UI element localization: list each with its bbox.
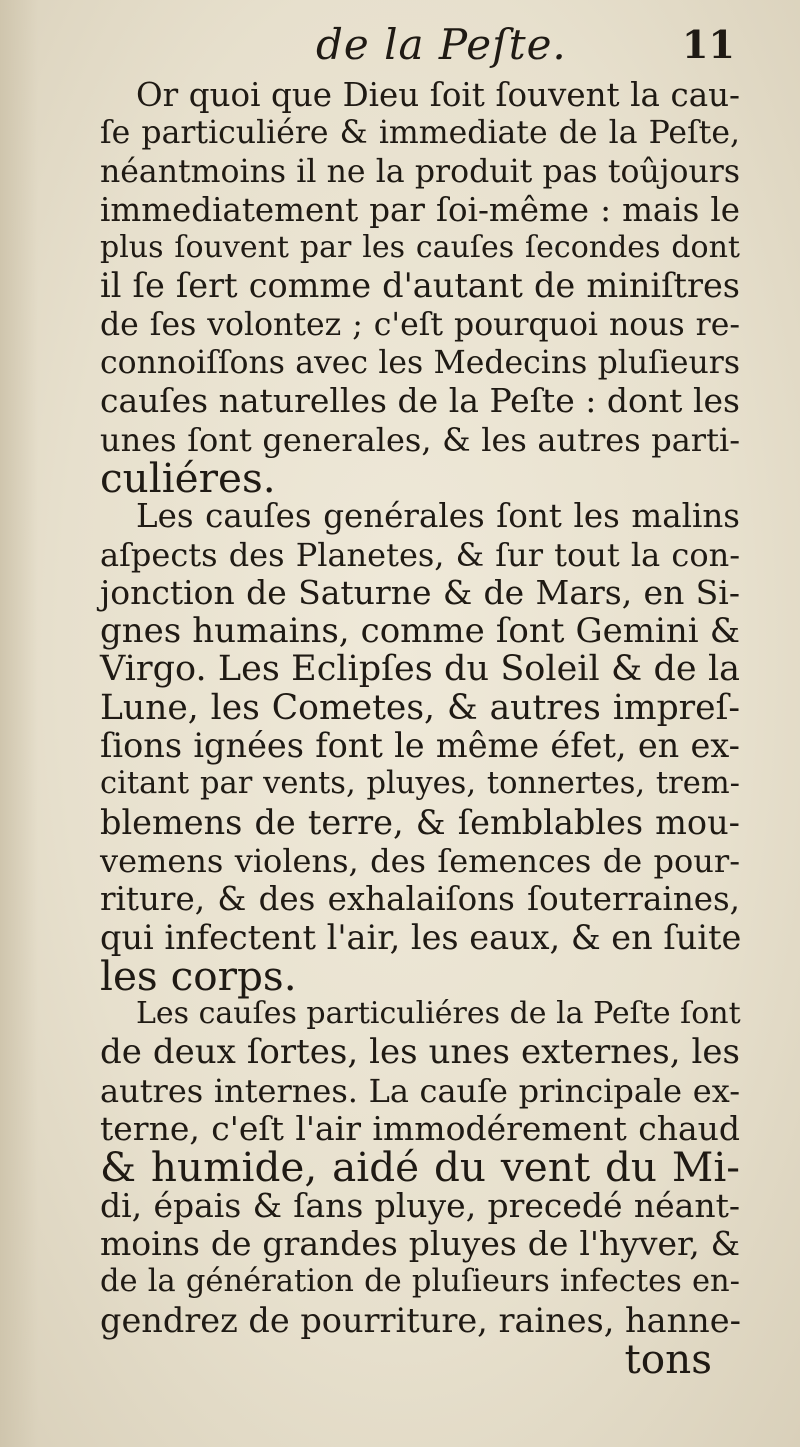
text-line: Les cauſes genérales ſont les malins xyxy=(136,497,740,536)
text-line: di, épais & ſans pluye, precedé néant- xyxy=(100,1185,740,1225)
text-line: & humide, aidé du vent du Mi- xyxy=(100,1143,740,1192)
text-line: gendrez de pourriture, raines, hanne- xyxy=(100,1300,741,1340)
text-line: de la génération de pluſieurs infectes en- xyxy=(100,1264,740,1300)
text-line: autres internes. La cauſe principale ex- xyxy=(100,1071,740,1110)
text-line: ſe particuliére & immediate de la Peſte, xyxy=(100,115,740,152)
text-line: Or quoi que Dieu ſoit ſouvent la cau- xyxy=(136,76,740,114)
text-line: qui infectent l'air, les eaux, & en ſuite xyxy=(100,917,742,957)
text-line: aſpects des Planetes, & ſur tout la con- xyxy=(100,535,740,574)
text-line: de ſes volontez ; c'eſt pourquoi nous re- xyxy=(100,306,740,343)
text-line: citant par vents, pluyes, tonnertes, trem- xyxy=(100,766,740,802)
text-line: ſions ignées font le même éfet, en ex- xyxy=(100,726,740,766)
text-line: vemens violens, des ſemences de pour- xyxy=(100,841,740,880)
text-line: connoiſſons avec les Medecins pluſieurs xyxy=(100,345,740,382)
text-line: moins de grandes pluyes de l'hyver, & xyxy=(100,1223,740,1263)
text-line: jonction de Saturne & de Mars, en Si- xyxy=(100,572,740,612)
running-head: de la Peſte. xyxy=(316,20,567,69)
text-line: néantmoins il ne la produit pas toûjours xyxy=(100,153,740,190)
text-line: blemens de terre, & ſemblables mou- xyxy=(100,802,740,842)
page-edge-shadow xyxy=(0,0,38,1447)
catchword: tons xyxy=(624,1334,712,1383)
text-line: plus ſouvent par les cauſes ſecondes dont xyxy=(100,230,740,266)
text-line: les corps. xyxy=(100,951,297,1000)
text-line: Virgo. Les Eclipſes du Soleil & de la xyxy=(100,649,740,690)
text-line: de deux ſortes, les unes externes, les xyxy=(100,1032,740,1073)
text-line: Les cauſes particuliéres de la Peſte ſont xyxy=(136,996,741,1032)
text-line: Lune, les Cometes, & autres impreſ- xyxy=(100,687,740,728)
text-line: riture, & des exhalaiſons ſouterraines, xyxy=(100,880,740,919)
page-number: 11 xyxy=(682,22,735,67)
text-line: unes ſont generales, & les autres parti- xyxy=(100,420,740,459)
text-line: culiéres. xyxy=(100,453,276,502)
text-line: immediatement par ſoi-même : mais le xyxy=(100,190,740,229)
text-line: cauſes naturelles de la Peſte : dont les xyxy=(100,381,740,421)
text-line: il ſe ſert comme d'autant de miniſtres xyxy=(100,266,740,306)
text-line: gnes humains, comme ſont Gemini & xyxy=(100,611,740,652)
page-header xyxy=(0,18,800,78)
body-text xyxy=(100,76,742,1383)
text-line: terne, c'eſt l'air immodérement chaud xyxy=(100,1109,740,1149)
